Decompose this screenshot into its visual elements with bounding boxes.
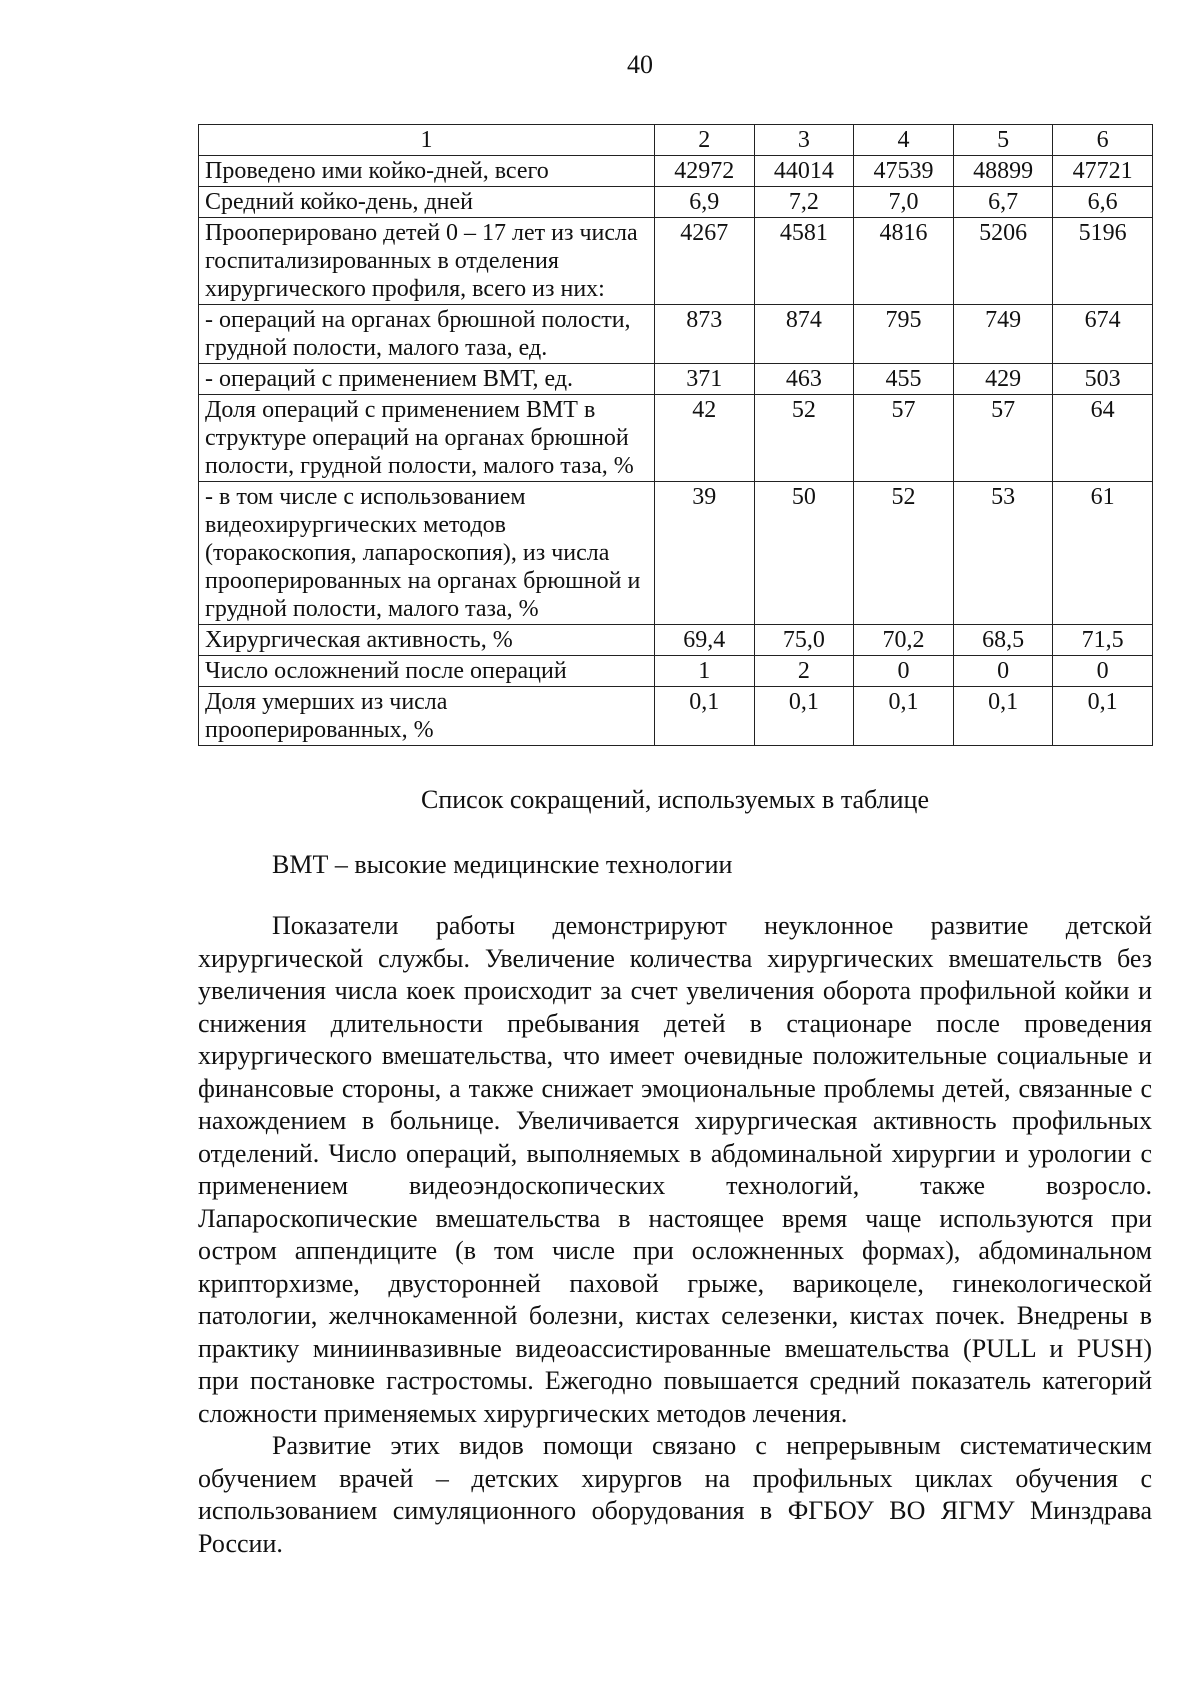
table-cell: 7,2	[754, 187, 854, 218]
table-cell: 42972	[655, 156, 755, 187]
row-label: Средний койко-день, дней	[199, 187, 655, 218]
table-cell: 0,1	[754, 687, 854, 746]
column-header: 4	[854, 125, 954, 156]
table-cell: 7,0	[854, 187, 954, 218]
table-cell: 6,6	[1053, 187, 1153, 218]
table-cell: 371	[655, 364, 755, 395]
statistics-table-container	[198, 124, 1152, 746]
column-header: 6	[1053, 125, 1153, 156]
statistics-table	[198, 124, 1153, 746]
abbreviation-entry: ВМТ – высокие медицинские технологии	[272, 850, 733, 879]
table-cell: 50	[754, 482, 854, 625]
table-row	[199, 687, 1153, 746]
table-cell: 75,0	[754, 625, 854, 656]
table-cell: 0,1	[854, 687, 954, 746]
table-cell: 39	[655, 482, 755, 625]
table-row	[199, 625, 1153, 656]
table-cell: 57	[953, 395, 1053, 482]
table-cell: 70,2	[854, 625, 954, 656]
table-row	[199, 482, 1153, 625]
table-row	[199, 395, 1153, 482]
table-cell: 0	[1053, 656, 1153, 687]
table-cell: 463	[754, 364, 854, 395]
row-label: - в том числе с использованием видеохирургических методов (торакоскопия, лапароскопия), из числа прооперированных на органах брюшной и грудной полости, малого таза, %	[199, 482, 655, 625]
page-number: 40	[627, 50, 653, 79]
table-cell: 5206	[953, 218, 1053, 305]
table-cell: 71,5	[1053, 625, 1153, 656]
body-text	[198, 910, 1152, 1560]
row-label: - операций с применением ВМТ, ед.	[199, 364, 655, 395]
table-cell: 4816	[854, 218, 954, 305]
table-cell: 455	[854, 364, 954, 395]
table-cell: 874	[754, 305, 854, 364]
table-row	[199, 305, 1153, 364]
table-cell: 47721	[1053, 156, 1153, 187]
table-cell: 0	[953, 656, 1053, 687]
table-cell: 42	[655, 395, 755, 482]
table-cell: 6,9	[655, 187, 755, 218]
table-cell: 44014	[754, 156, 854, 187]
column-header: 1	[199, 125, 655, 156]
abbreviation-list-title: Список сокращений, используемых в таблице	[421, 785, 929, 814]
paragraph: Показатели работы демонстрируют неуклонное развитие детской хирургической службы. Увеличение количества хирургических вмешательств без увеличения числа коек происходит за счет увеличения оборота профильной койки и снижения длительности пребывания детей в стационаре после проведения хирургического вмешательства, что имеет очевидные положительные социальные и финансовые стороны, а также снижает эмоциональные проблемы детей, связанные с нахождением в больнице. Увеличивается хирургическая активность профильных отделений. Число операций, выполняемых в абдоминальной хирургии и урологии с применением видеоэндоскопических технологий, также возросло. Лапароскопические вмешательства в настоящее время чаще используются при остром аппендиците (в том числе при осложненных формах), абдоминальном крипторхизме, двусторонней паховой грыже, варикоцеле, гинекологической патологии, желчнокаменной болезни, кистах селезенки, кистах почек. Внедрены в практику миниинвазивные видеоассистированные вмешательства (PULL и PUSH) при постановке гастростомы. Ежегодно повышается средний показатель категорий сложности применяемых хирургических методов лечения.	[198, 911, 1152, 1428]
table-cell: 503	[1053, 364, 1153, 395]
row-label: - операций на органах брюшной полости, грудной полости, малого таза, ед.	[199, 305, 655, 364]
table-cell: 4267	[655, 218, 755, 305]
table-cell: 53	[953, 482, 1053, 625]
row-label: Хирургическая активность, %	[199, 625, 655, 656]
table-row	[199, 218, 1153, 305]
paragraph: Развитие этих видов помощи связано с непрерывным систематическим обучением врачей – детских хирургов на профильных циклах обучения с использованием симуляционного оборудования в ФГБОУ ВО ЯГМУ Минздрава России.	[198, 1431, 1152, 1558]
table-cell: 0,1	[655, 687, 755, 746]
row-label: Доля умерших из числа прооперированных, %	[199, 687, 655, 746]
table-cell: 61	[1053, 482, 1153, 625]
table-row	[199, 656, 1153, 687]
table-body	[199, 156, 1153, 746]
column-header: 2	[655, 125, 755, 156]
table-cell: 749	[953, 305, 1053, 364]
column-header: 5	[953, 125, 1053, 156]
row-label: Проведено ими койко-дней, всего	[199, 156, 655, 187]
table-cell: 795	[854, 305, 954, 364]
table-cell: 5196	[1053, 218, 1153, 305]
table-cell: 0	[854, 656, 954, 687]
table-cell: 0,1	[1053, 687, 1153, 746]
table-cell: 64	[1053, 395, 1153, 482]
table-header-row	[199, 125, 1153, 156]
table-cell: 69,4	[655, 625, 755, 656]
table-cell: 47539	[854, 156, 954, 187]
table-cell: 68,5	[953, 625, 1053, 656]
table-cell: 57	[854, 395, 954, 482]
table-cell: 873	[655, 305, 755, 364]
row-label: Число осложнений после операций	[199, 656, 655, 687]
row-label: Доля операций с применением ВМТ в структуре операций на органах брюшной полости, грудной полости, малого таза, %	[199, 395, 655, 482]
table-cell: 1	[655, 656, 755, 687]
table-cell: 4581	[754, 218, 854, 305]
table-cell: 52	[754, 395, 854, 482]
table-row	[199, 187, 1153, 218]
table-row	[199, 156, 1153, 187]
table-cell: 52	[854, 482, 954, 625]
table-cell: 0,1	[953, 687, 1053, 746]
table-cell: 429	[953, 364, 1053, 395]
column-header: 3	[754, 125, 854, 156]
table-row	[199, 364, 1153, 395]
row-label: Прооперировано детей 0 – 17 лет из числа госпитализированных в отделения хирургического профиля, всего из них:	[199, 218, 655, 305]
table-cell: 674	[1053, 305, 1153, 364]
table-cell: 48899	[953, 156, 1053, 187]
table-cell: 2	[754, 656, 854, 687]
table-cell: 6,7	[953, 187, 1053, 218]
